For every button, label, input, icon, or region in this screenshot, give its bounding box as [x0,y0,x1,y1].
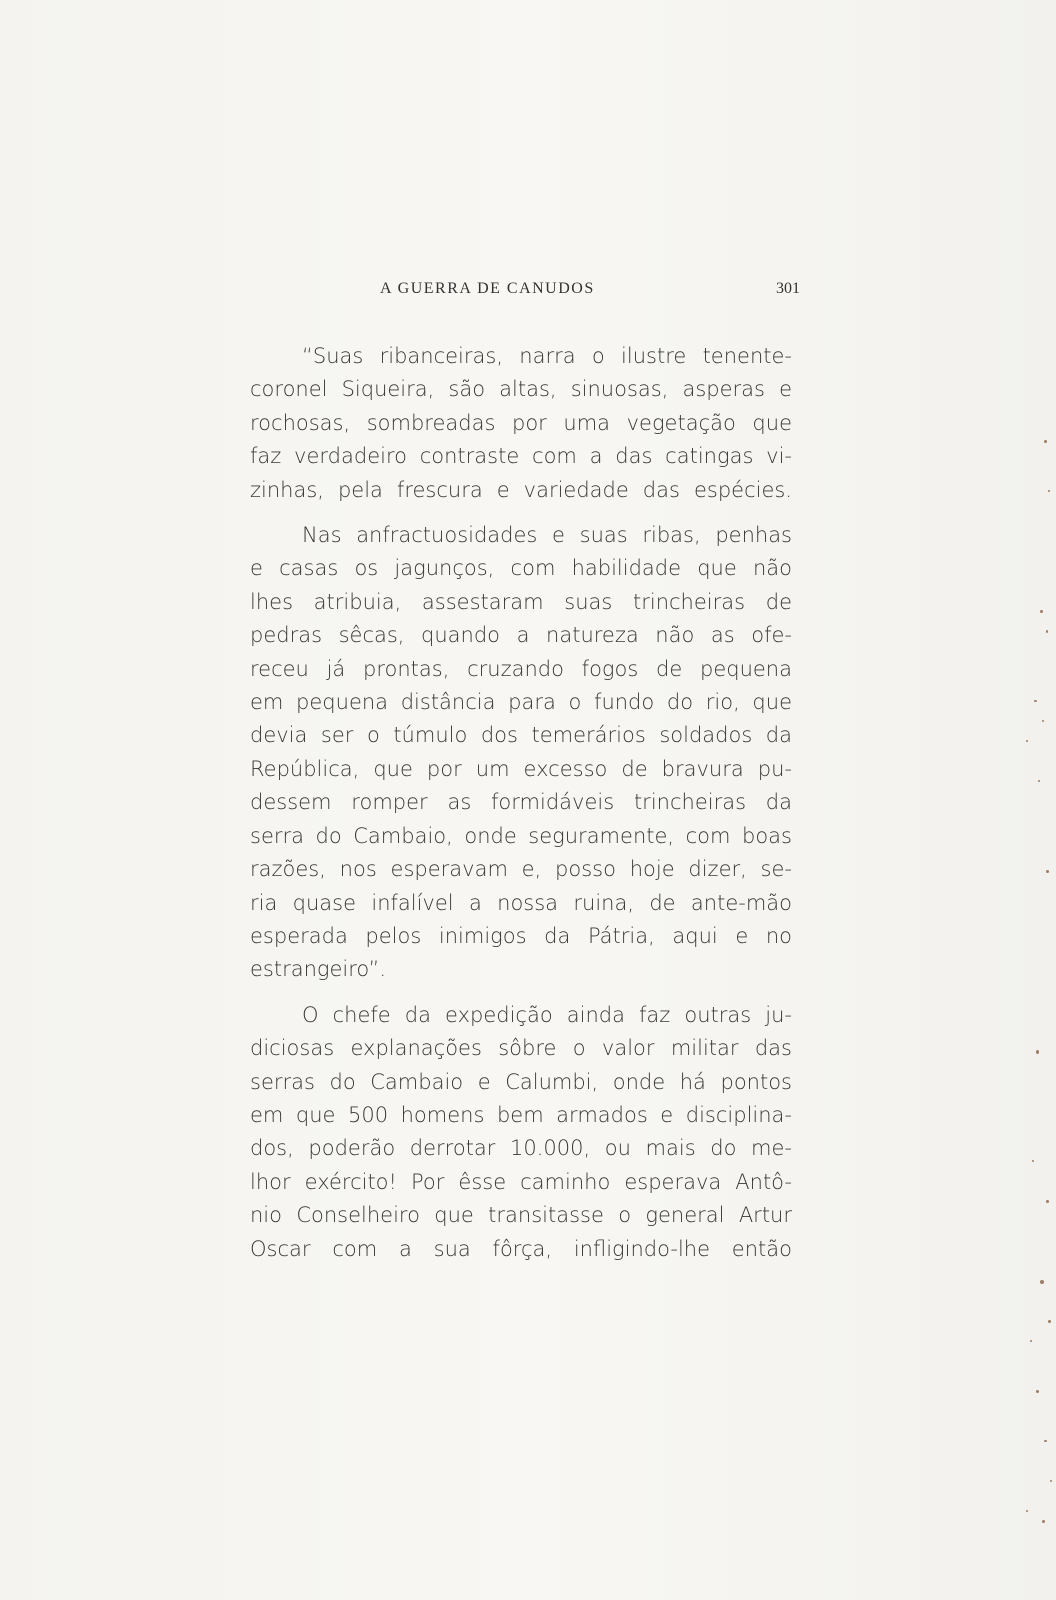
text-line: O chefe da expedição ainda faz outras ju- [302,1002,792,1027]
speckle [1048,1320,1051,1323]
text-line: lhor exército! Por êsse caminho esperava Antô- [250,1169,792,1194]
speckle [1030,1340,1032,1342]
speckle [1046,630,1048,633]
speckle [1048,490,1050,492]
paragraph-gap [250,507,792,519]
text-line: e casas os jagunços, com habilidade que não [250,556,792,581]
speckle [1040,610,1043,613]
paragraph-1 [250,340,792,507]
speckle [1038,780,1040,782]
paragraph-3 [250,999,792,1266]
page-number: 301 [776,280,800,297]
text-line: Nas anfractuosidades e suas ribas, penhas [302,523,792,548]
text-line: serra do Cambaio, onde seguramente, com boas [250,823,792,848]
speckle [1044,1440,1047,1442]
paragraph-gap [250,987,792,999]
page-header [250,280,800,304]
text-line: dessem romper as formidáveis trincheiras da [250,790,792,815]
speckle [1044,440,1047,443]
text-line: nio Conselheiro que transitasse o general Artur [250,1203,792,1228]
paragraph-2 [250,519,792,987]
speckle [1042,1520,1045,1523]
speckle [1046,870,1049,873]
text-line: lhes atribuia, assestaram suas trincheiras de [250,589,792,614]
text-line: em que 500 homens bem armados e disciplina- [250,1102,792,1127]
text-line: faz verdadeiro contraste com a das catingas vi- [250,444,792,469]
speckle [1032,1160,1034,1162]
speckle [1034,700,1037,702]
text-line: ria quase infalível a nossa ruina, de ante-mão [250,890,792,915]
text-line: devia ser o túmulo dos temerários soldados da [250,723,792,748]
text-line: estrangeiro”. [250,957,387,982]
speckle [1040,1280,1044,1284]
text-line: em pequena distância para o fundo do rio, que [250,690,792,715]
speckle [1026,1510,1028,1512]
text-line: coronel Siqueira, são altas, sinuosas, asperas e [250,377,792,402]
text-line: “Suas ribanceiras, narra o ilustre tenente- [302,344,792,368]
text-line: República, que por um excesso de bravura pu- [250,756,792,781]
speckle [1036,1050,1039,1054]
text-line: zinhas, pela frescura e variedade das espécies. [250,477,792,502]
text-line: razões, nos esperavam e, posso hoje dizer, se- [250,857,792,882]
body-text [250,340,792,1266]
speckle [1042,720,1044,722]
speckle [1050,1480,1052,1482]
speckle [1036,1390,1039,1393]
text-line: pedras sêcas, quando a natureza não as ofe- [250,623,792,648]
text-line: receu já prontas, cruzando fogos de pequena [250,656,792,681]
text-line: serras do Cambaio e Calumbi, onde há pontos [250,1069,792,1094]
speckle [1046,1200,1049,1203]
text-line: esperada pelos inimigos da Pátria, aqui e no [250,923,792,948]
paper-speckles [996,400,1056,1600]
speckle [1026,740,1028,742]
text-line: dos, poderão derrotar 10.000, ou mais do me- [250,1136,792,1161]
text-line: Oscar com a sua fôrça, infligindo-lhe então [250,1236,792,1261]
running-title: A GUERRA DE CANUDOS [380,280,595,297]
text-line: diciosas explanações sôbre o valor militar das [250,1036,792,1061]
text-line: rochosas, sombreadas por uma vegetação que [250,410,792,435]
